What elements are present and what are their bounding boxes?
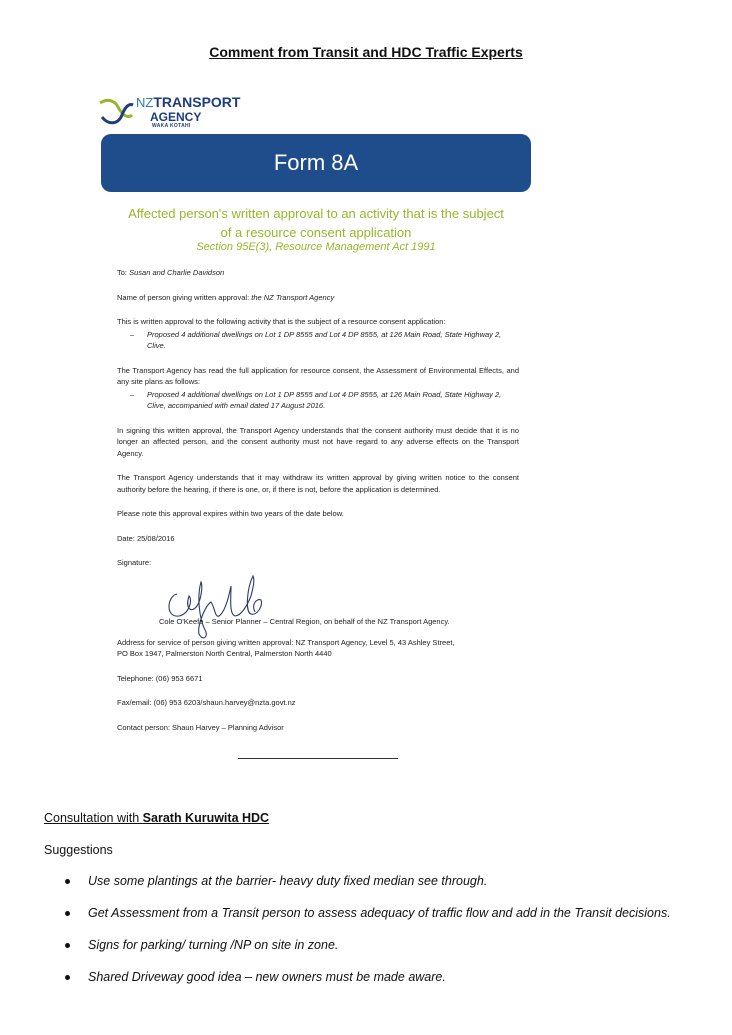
form-banner: Form 8A — [101, 134, 531, 192]
list-item — [62, 970, 702, 1002]
date-line: Date: 25/08/2016 — [117, 533, 175, 543]
to-line — [117, 267, 519, 279]
approval-title — [101, 204, 531, 242]
read-paragraph — [117, 365, 519, 412]
handwritten-signature — [159, 556, 279, 646]
bullet-icon — [65, 911, 70, 916]
name-line — [117, 292, 519, 304]
logo-transport: TRANSPORT — [153, 94, 241, 110]
signatory-line: Cole O'Keefe – Senior Planner – Central Region, on behalf of the NZ Transport Agency. — [159, 616, 450, 626]
bullet-icon — [65, 975, 70, 980]
approval-title-line2: of a resource consent application — [220, 225, 412, 240]
consultation-name: Sarath Kuruwita HDC — [142, 811, 270, 825]
activity-paragraph — [117, 316, 519, 352]
approval-section: Section 95E(3), Resource Management Act 1991 — [196, 241, 436, 253]
read-intro: The Transport Agency has read the full application for resource consent, the Assessment of Environmental Effects, and any site plans as follows: — [117, 365, 519, 386]
approval-title-line1: Affected person's written approval to an activity that is the subject — [128, 206, 504, 221]
consultation-heading — [44, 811, 269, 825]
name-value: the NZ Transport Agency — [251, 292, 335, 302]
logo-agency: AGENCY — [150, 110, 202, 124]
address-line2: PO Box 1947, Palmerston North Central, Palmerston North 4440 — [117, 649, 332, 658]
fax-email-line: Fax/email: (06) 953 6203/shaun.harvey@nzta.govt.nz — [117, 698, 296, 707]
withdraw-paragraph: The Transport Agency understands that it may withdraw its written approval by giving written notice to the consent authority before the hearing, if there is one, or, if there is not, before the application is determined. — [117, 473, 519, 494]
to-value: Susan and Charlie Davidson — [129, 268, 225, 277]
nzta-logo — [98, 94, 241, 131]
signature-label: Signature: — [117, 558, 152, 567]
list-item — [62, 906, 702, 938]
telephone-line: Telephone: (06) 953 6671 — [117, 673, 203, 683]
suggestion-text: Use some plantings at the barrier- heavy duty fixed median see through. — [88, 874, 488, 888]
suggestions-list — [62, 874, 702, 1002]
page-title: Comment from Transit and HDC Traffic Experts — [209, 44, 523, 60]
activity-list-item: – Proposed 4 additional dwellings on Lot 1 DP 8555 and Lot 4 DP 8555, at 126 Main Road, State Highway 2, Clive. — [117, 329, 519, 352]
signature-rule — [238, 758, 398, 759]
suggestion-text: Get Assessment from a Transit person to assess adequacy of traffic flow and add in the Transit decisions. — [88, 906, 671, 920]
activity-item-text: Proposed 4 additional dwellings on Lot 1 DP 8555 and Lot 4 DP 8555, at 126 Main Road, State Highway 2, Clive. — [147, 329, 502, 350]
suggestions-label: Suggestions — [44, 843, 113, 857]
name-label: Name of person giving written approval: — [117, 292, 250, 302]
signing-paragraph: In signing this written approval, the Transport Agency understands that the consent authority must decide that it is no longer an affected person, and the consent authority must not have regard to any adverse effects on the Transport Agency. — [117, 425, 519, 458]
expiry-note: Please note this approval expires within two years of the date below. — [117, 509, 344, 518]
suggestion-text: Shared Driveway good idea – new owners must be made aware. — [88, 970, 446, 984]
read-item-text: Proposed 4 additional dwellings on Lot 1 DP 8555 and Lot 4 DP 8555, at 126 Main Road, State Highway 2, Clive, accompanied with email dated 17 August 2016. — [147, 389, 502, 410]
to-label: To: — [117, 268, 128, 277]
nzta-logo-swoosh-icon — [98, 95, 134, 129]
activity-intro: This is written approval to the following activity that is the subject of a resource consent application: — [117, 317, 446, 326]
contact-line: Contact person: Shaun Harvey – Planning Advisor — [117, 722, 284, 732]
logo-nz: NZ — [136, 95, 154, 110]
address-line1: Address for service of person giving written approval: NZ Transport Agency, Level 5, 43 Ashley Street, — [117, 637, 455, 647]
signature-area — [117, 582, 519, 637]
suggestion-text: Signs for parking/ turning /NP on site in zone. — [88, 938, 339, 952]
bullet-icon — [65, 943, 70, 948]
read-list-item: – Proposed 4 additional dwellings on Lot 1 DP 8555 and Lot 4 DP 8555, at 126 Main Road, State Highway 2, Clive, accompanied with email dated 17 August 2016. — [117, 389, 519, 412]
list-item — [62, 938, 702, 970]
form-body — [117, 267, 519, 746]
consultation-prefix: Consultation with — [44, 811, 143, 825]
logo-waka: WAKA KOTAHI — [152, 123, 191, 129]
list-item — [62, 874, 702, 906]
bullet-icon — [65, 879, 70, 884]
